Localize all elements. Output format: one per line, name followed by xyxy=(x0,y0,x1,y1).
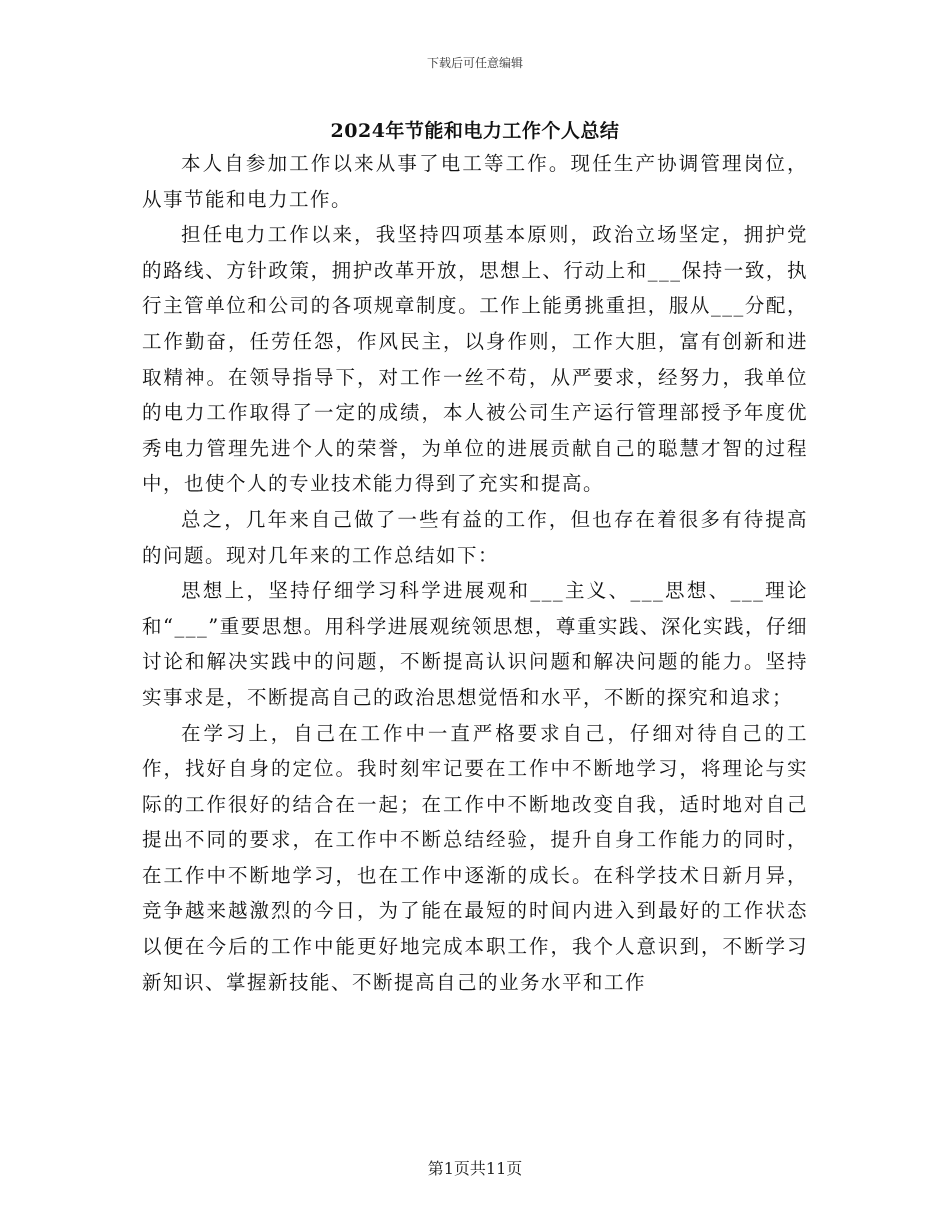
document-title: 2024年节能和电力工作个人总结 xyxy=(330,120,620,142)
document-body xyxy=(142,146,808,1000)
paragraph-summary-lead: 总之，几年来自己做了一些有益的工作，但也存在着很多有待提高的问题。现对几年来的工作总结如下： xyxy=(142,507,808,567)
download-edit-note: 下载后可任意编辑 xyxy=(426,56,523,70)
paragraph-work-attitude: 担任电力工作以来，我坚持四项基本原则，政治立场坚定，拥护党的路线、方针政策，拥护改革开放，思想上、行动上和___保持一致，执行主管单位和公司的各项规章制度。工作上能勇挑重担，服从___分配，工作勤奋，任劳任怨，作风民主，以身作则，工作大胆，富有创新和进取精神。在领导指导下，对工作一丝不苟，从严要求，经努力，我单位的电力工作取得了一定的成绩，本人被公司生产运行管理部授予年度优秀电力管理先进个人的荣誉，为单位的进展贡献自己的聪慧才智的过程中，也使个人的专业技术能力得到了充实和提高。 xyxy=(142,223,808,496)
paragraph-study: 在学习上，自己在工作中一直严格要求自己，仔细对待自己的工作，找好自身的定位。我时刻牢记要在工作中不断地学习，将理论与实际的工作很好的结合在一起；在工作中不断地改变自我，适时地对自己提出不同的要求，在工作中不断总结经验，提升自身工作能力的同时，在工作中不断地学习，也在工作中逐渐的成长。在科学技术日新月异，竞争越来越激烈的今日，为了能在最短的时间内进入到最好的工作状态以便在今后的工作中能更好地完成本职工作，我个人意识到，不断学习新知识、掌握新技能、不断提高自己的业务水平和工作 xyxy=(142,721,808,994)
page-number: 第1页共11页 xyxy=(427,1159,523,1178)
paragraph-ideology: 思想上，坚持仔细学习科学进展观和___主义、___思想、___理论和“___”重要思想。用科学进展观统领思想，尊重实践、深化实践，仔细讨论和解决实践中的问题，不断提高认识问题和解决问题的能力。坚持实事求是，不断提高自己的政治思想觉悟和水平，不断的探究和追求； xyxy=(142,579,808,709)
paragraph-intro: 本人自参加工作以来从事了电工等工作。现任生产协调管理岗位，从事节能和电力工作。 xyxy=(142,152,808,211)
